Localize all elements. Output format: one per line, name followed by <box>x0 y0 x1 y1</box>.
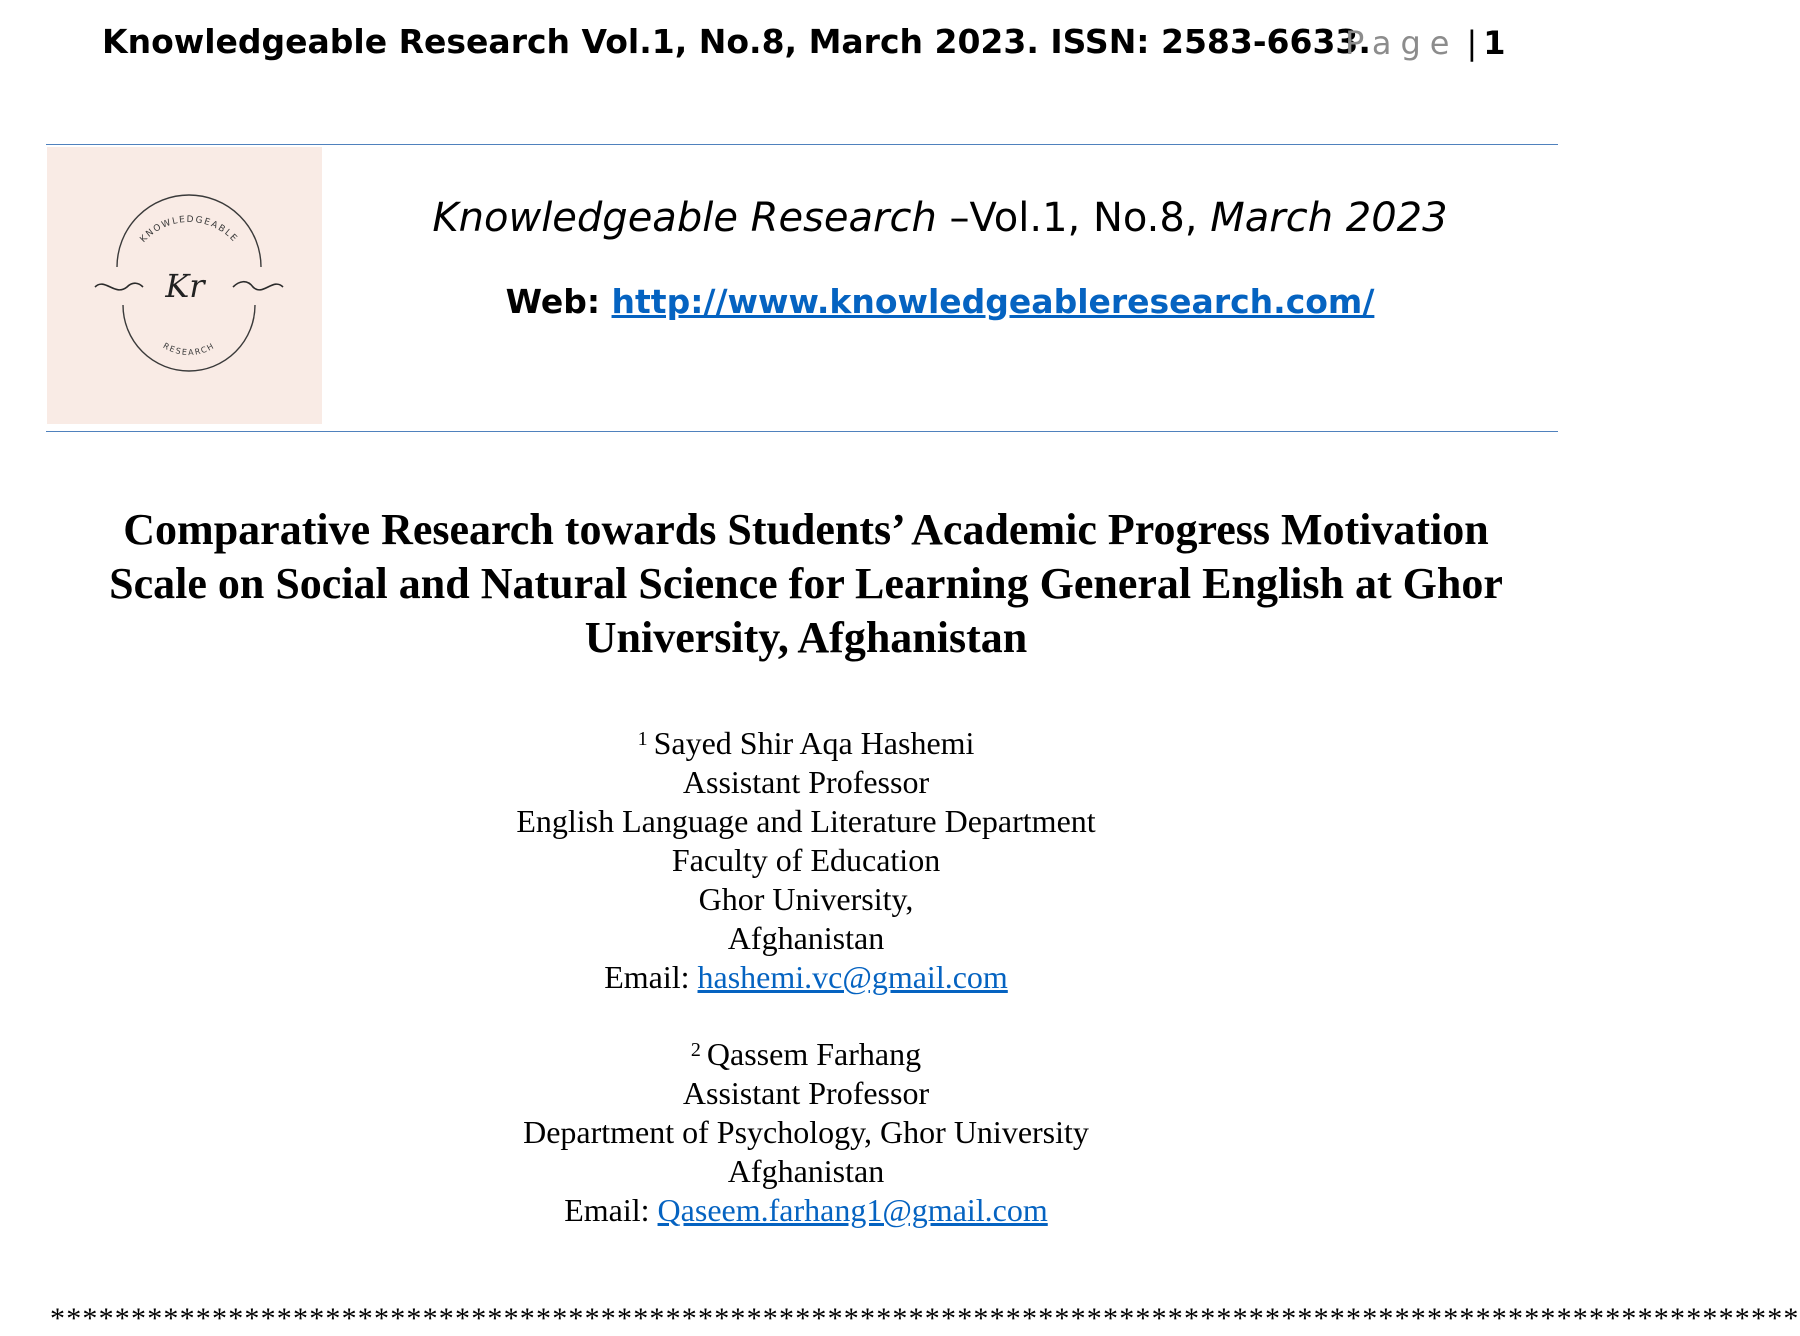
author-affiliation-line: Assistant Professor <box>682 764 930 800</box>
page-separator: | <box>1466 24 1478 62</box>
running-header <box>0 0 1672 100</box>
author-affiliation-line: Department of Psychology, Ghor University <box>523 1114 1089 1150</box>
author-marker: 2 <box>690 1039 701 1061</box>
web-label: Web: <box>505 282 612 321</box>
author-affiliation-line: Afghanistan <box>727 1153 885 1189</box>
logo-bottom-text: RESEARCH <box>161 341 217 358</box>
paper-title <box>40 503 1572 665</box>
journal-date: March 2023 <box>1210 195 1448 241</box>
logo-left-swash <box>95 283 143 290</box>
page-number: 1 <box>1483 24 1506 62</box>
author-name: Qassem Farhang <box>706 1036 922 1072</box>
author-name-line <box>300 1035 1312 1074</box>
author-email-link[interactable]: hashemi.vc@gmail.com <box>697 959 1008 995</box>
running-header-title: Knowledgeable Research Vol.1, No.8, March 2023. ISSN: 2583-6633. <box>102 22 1371 61</box>
author-marker: 1 <box>637 728 648 750</box>
author-name: Sayed Shir Aqa Hashemi <box>653 725 975 761</box>
email-label: Email: <box>604 959 698 995</box>
author-affiliation-line: Assistant Professor <box>682 1075 930 1111</box>
journal-website-link[interactable]: http://www.knowledgeableresearch.com/ <box>611 282 1375 321</box>
journal-volume-issue: –Vol.1, No.8, <box>936 195 1211 241</box>
journal-name: Knowledgeable Research <box>432 195 937 241</box>
author-affiliation-line: Ghor University, <box>698 881 914 917</box>
paper-title-line: Scale on Social and Natural Science for Learning General English at Ghor <box>109 559 1503 608</box>
section-separator: ************************************************************************************************************ <box>50 1302 1800 1335</box>
author-name-line <box>300 724 1312 763</box>
paper-title-line: Comparative Research towards Students’ Academic Progress Motivation <box>123 505 1489 554</box>
masthead-top-rule <box>46 144 1558 145</box>
logo-graphic <box>47 147 322 424</box>
email-label: Email: <box>564 1192 658 1228</box>
page-number-label <box>1345 24 1506 62</box>
logo-monogram: Kr <box>165 267 205 305</box>
author-email-line <box>300 1191 1312 1230</box>
logo-right-swash <box>233 282 283 290</box>
paper-title-line: University, Afghanistan <box>584 613 1028 662</box>
author-email-link[interactable]: Qaseem.farhang1@gmail.com <box>657 1192 1048 1228</box>
author-block-2 <box>300 1035 1312 1230</box>
journal-masthead-line <box>322 195 1558 241</box>
journal-logo <box>47 147 322 424</box>
page-word: Page <box>1345 24 1459 62</box>
author-affiliation-line: Faculty of Education <box>671 842 941 878</box>
logo-top-text: KNOWLEDGEABLE <box>138 214 240 245</box>
author-affiliation-line: English Language and Literature Department <box>516 803 1096 839</box>
journal-web-line <box>322 282 1558 321</box>
author-affiliation-line: Afghanistan <box>727 920 885 956</box>
author-email-line <box>300 958 1312 997</box>
masthead-bottom-rule <box>46 431 1558 432</box>
logo-upper-arc <box>117 195 261 267</box>
author-block-1 <box>300 724 1312 997</box>
logo-lower-arc <box>123 305 255 371</box>
